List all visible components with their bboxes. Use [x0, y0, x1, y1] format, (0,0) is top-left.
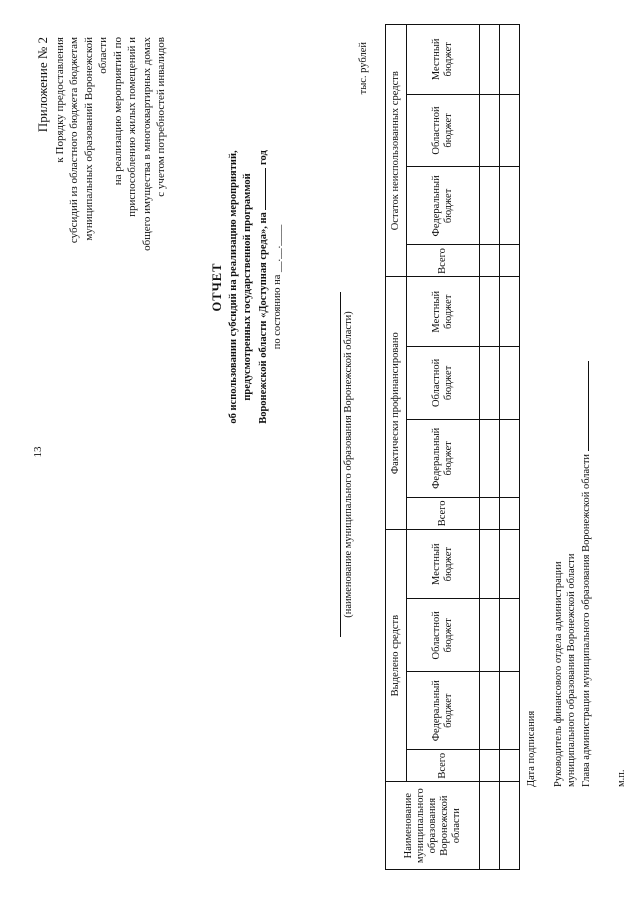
table-cell[interactable]	[500, 245, 520, 277]
table-cell[interactable]	[500, 277, 520, 347]
table-row	[500, 25, 520, 870]
signer-head-line	[578, 67, 593, 787]
subcol-regional: Областной бюджет	[407, 94, 480, 167]
signer-finance-line2: муниципального образования Воронежской области	[566, 553, 577, 787]
report-line: предусмотренных государственной программой	[242, 173, 253, 401]
subcol-federal: Федеральный бюджет	[407, 672, 480, 750]
group-remaining: Остаток неиспользованных средств	[386, 25, 407, 277]
appendix-line: на реализацию мероприятий по	[111, 37, 124, 186]
table-cell[interactable]	[500, 750, 520, 782]
subcol-total: Всего	[407, 245, 480, 277]
units-label: тыс. рублей	[358, 42, 369, 95]
subcol-local: Местный бюджет	[407, 25, 480, 95]
table-cell[interactable]	[480, 245, 500, 277]
report-title: ОТЧЕТ	[210, 262, 224, 312]
appendix-title: Приложение № 2	[35, 37, 50, 133]
table-cell[interactable]	[500, 167, 520, 245]
subcol-total: Всего	[407, 497, 480, 529]
subcol-local: Местный бюджет	[407, 277, 480, 347]
seal-place-label: м.п.	[616, 769, 627, 787]
table-cell[interactable]	[500, 419, 520, 497]
table-cell[interactable]	[480, 599, 500, 672]
table-cell[interactable]	[500, 347, 520, 420]
year-blank[interactable]	[255, 168, 266, 210]
group-financed: Фактически профинансировано	[386, 277, 407, 529]
table-cell[interactable]	[500, 599, 520, 672]
signer-finance-line1: Руководитель финансового отдела администрации	[553, 561, 564, 787]
report-line-text: Воронежской области «Доступная среда», на	[258, 212, 269, 424]
report-date-blank[interactable]: __.__.____	[272, 224, 283, 272]
subcol-federal: Федеральный бюджет	[407, 419, 480, 497]
table-cell[interactable]	[480, 419, 500, 497]
table-row	[480, 25, 500, 870]
report-heading-block	[210, 102, 285, 472]
table-cell[interactable]	[480, 167, 500, 245]
report-line: об использовании субсидий на реализацию мероприятий,	[228, 150, 239, 424]
report-table	[385, 24, 520, 870]
subcol-local: Местный бюджет	[407, 529, 480, 599]
appendix-line: с учетом потребностей инвалидов	[155, 37, 167, 197]
subcol-federal: Федеральный бюджет	[407, 167, 480, 245]
subcol-regional: Областной бюджет	[407, 347, 480, 420]
appendix-line: приспособлению жилых помещений и	[126, 37, 138, 217]
group-allocated: Выделено средств	[386, 529, 407, 781]
table-cell[interactable]	[480, 672, 500, 750]
table-cell[interactable]	[480, 497, 500, 529]
report-line-year	[255, 102, 271, 472]
page-number: 13	[32, 446, 44, 458]
appendix-line: муниципальных образований Воронежской области	[82, 37, 109, 241]
appendix-line: общего имущества в многоквартирных домах	[140, 37, 153, 251]
report-date-label: по состоянию на	[272, 274, 283, 350]
table-cell[interactable]	[480, 277, 500, 347]
report-line-year-suffix: год	[258, 150, 269, 165]
appendix-line: к Порядку предоставления	[53, 37, 66, 163]
signing-date-label: Дата подписания	[526, 710, 537, 787]
table-cell[interactable]	[500, 25, 520, 95]
table-cell[interactable]	[500, 672, 520, 750]
signer-head-text: Глава администрации муниципального образования Воронежской области	[581, 453, 592, 787]
appendix-block	[36, 37, 169, 272]
table-cell[interactable]	[500, 529, 520, 599]
table-cell[interactable]	[480, 94, 500, 167]
col-municipality-name: Наименование муниципального образования Воронежской области	[386, 782, 480, 870]
table-cell[interactable]	[480, 750, 500, 782]
appendix-line: субсидий из областного бюджета бюджетам	[68, 37, 80, 244]
subcol-regional: Областной бюджет	[407, 599, 480, 672]
table-cell[interactable]	[480, 782, 500, 870]
table-cell[interactable]	[480, 25, 500, 95]
table-cell[interactable]	[480, 529, 500, 599]
signature-block	[525, 67, 628, 787]
subcol-total: Всего	[407, 750, 480, 782]
table-cell[interactable]	[480, 347, 500, 420]
signature-blank[interactable]	[578, 361, 589, 451]
municipality-name-caption: (наименование муниципального образования Воронежской области)	[340, 292, 354, 637]
report-line-date	[271, 102, 285, 472]
table-cell[interactable]	[500, 782, 520, 870]
table-cell[interactable]	[500, 497, 520, 529]
rotated-sheet	[20, 12, 627, 892]
table-cell[interactable]	[500, 94, 520, 167]
